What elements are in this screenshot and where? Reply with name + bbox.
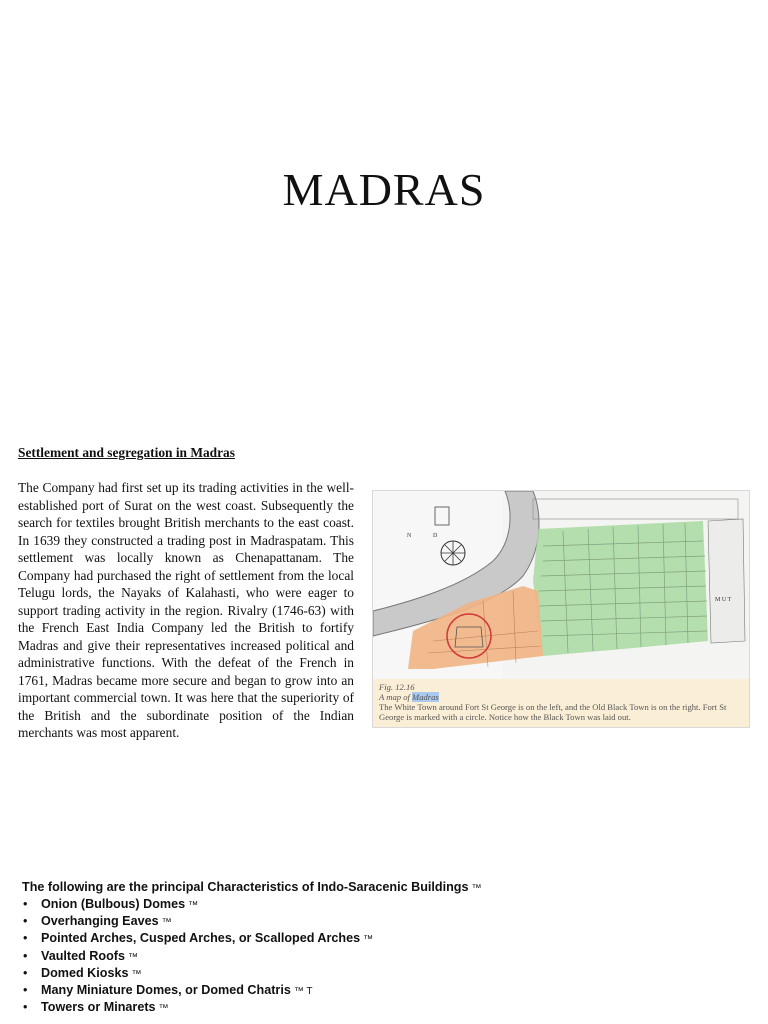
- bullet-icon: •: [23, 965, 28, 980]
- list-item: • Many Miniature Domes, or Domed Chatris ™ T: [22, 982, 742, 999]
- madras-map-figure: [372, 490, 750, 728]
- list-item: • Vaulted Roofs ™: [22, 948, 742, 965]
- characteristics-list: [22, 880, 742, 1016]
- figure-title: A map of Madras: [379, 692, 439, 702]
- highlighted-term: Madras: [412, 692, 439, 702]
- list-item: • Towers or Minarets ™: [22, 999, 742, 1016]
- list-item: • Pointed Arches, Cusped Arches, or Scalloped Arches ™: [22, 930, 742, 947]
- section-heading: Settlement and segregation in Madras: [18, 445, 235, 460]
- figure-caption: [373, 679, 749, 727]
- bullet-icon: •: [23, 982, 28, 997]
- list-item: • Overhanging Eaves ™: [22, 913, 742, 930]
- map-label-d: D: [433, 533, 438, 539]
- bullet-icon: •: [23, 914, 28, 929]
- page-title: MADRAS: [282, 164, 486, 215]
- figure-number: Fig. 12.16: [379, 682, 415, 692]
- figure-description: The White Town around Fort St George is on the left, and the Old Black Town is on the right. Fort St George is marked with a circle. Notice how the Black Town was laid out.: [379, 702, 727, 722]
- bullet-icon: •: [23, 1000, 28, 1015]
- bullet-icon: •: [23, 948, 28, 963]
- list-item: • Domed Kiosks ™: [22, 965, 742, 982]
- bullet-icon: •: [23, 897, 28, 911]
- map-label-mut: M U T: [715, 597, 732, 603]
- bullet-icon: •: [23, 931, 28, 946]
- section-paragraph: The Company had first set up its trading activities in the well-established port of Surat on the west coast. Subsequently the search for textiles brought British merchants to the east coast. In 1639 they constructed a trading post in Madraspatam. This settlement was locally known as Chenapattanam. The Company had purchased the right of settlement from the local Telugu lords, the Nayaks of Kalahasti, who were eager to support trading activity in the region. Rivalry (1746-63) with the French East India Company led the British to fortify Madras and give their representatives increased political and administrative functions. With the defeat of the French in 1761, Madras became more secure and began to grow into an important commercial town. It was here that the superiority of the British and the subordinate position of the Indian merchants was most apparent.: [18, 480, 354, 740]
- list-item: • Onion (Bulbous) Domes ™: [22, 896, 742, 913]
- characteristics-lead: The following are the principal Characteristics of Indo-Saracenic Buildings ™: [22, 880, 482, 894]
- madras-map-image: [373, 491, 749, 681]
- map-label-n: N: [407, 533, 412, 539]
